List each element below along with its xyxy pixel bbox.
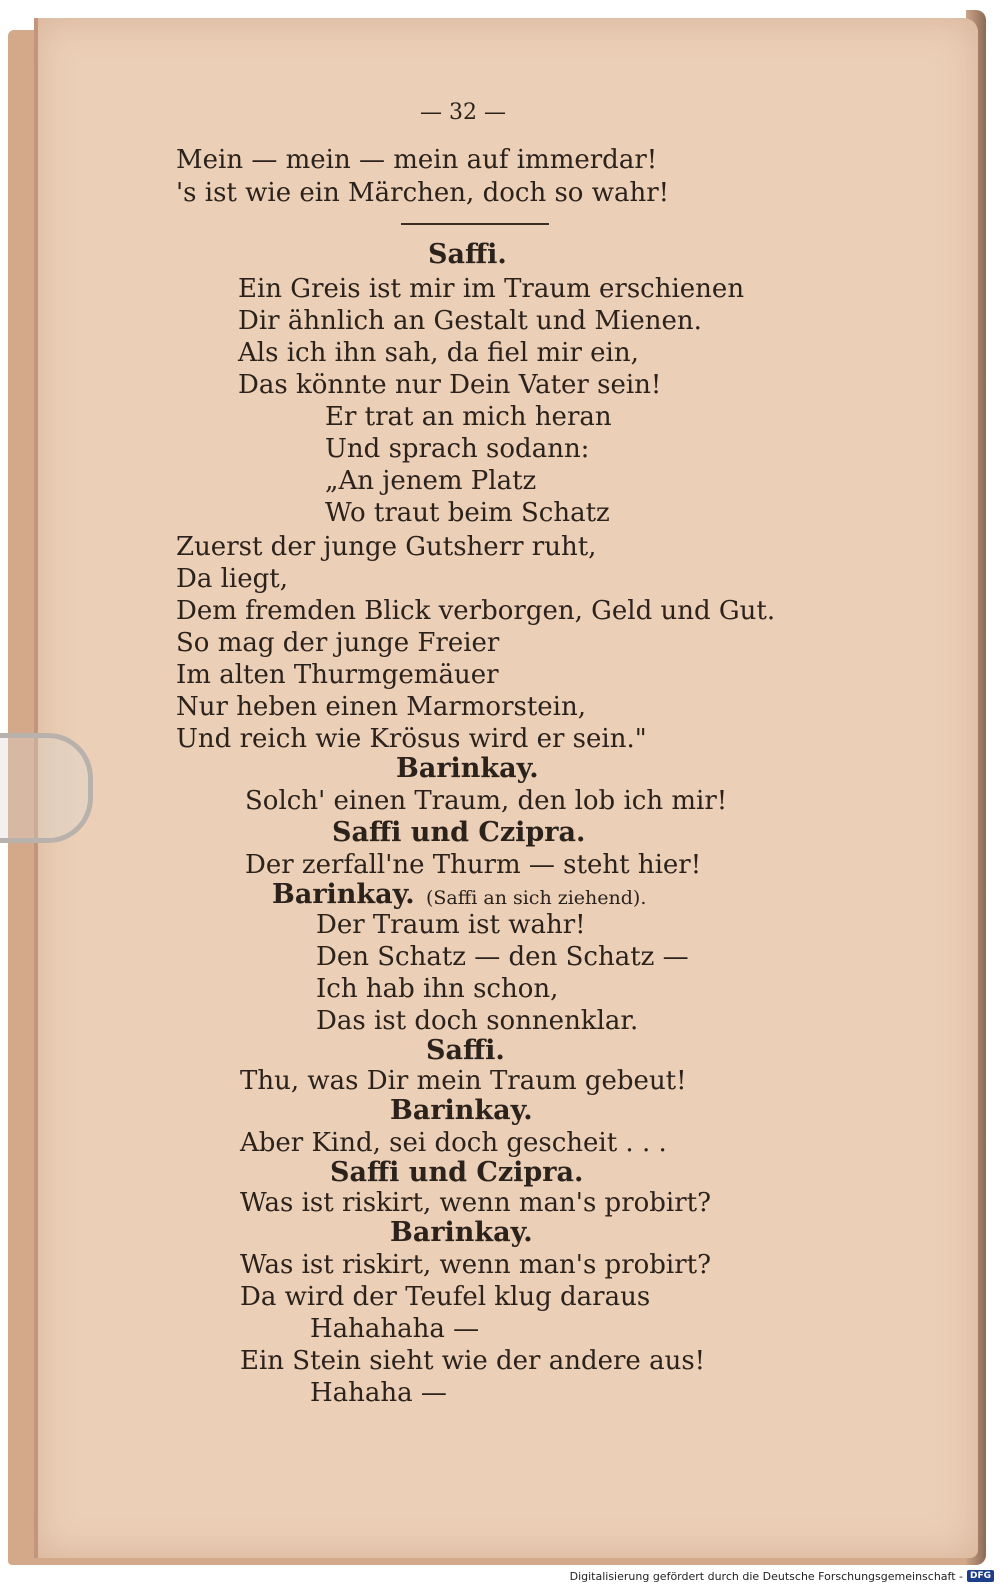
verse-line: Das könnte nur Dein Vater sein! bbox=[238, 370, 662, 400]
speaker-saffi-und-czipra: Saffi und Czipra. bbox=[332, 817, 586, 848]
page-number: — 32 — bbox=[420, 100, 506, 125]
verse-line: „An jenem Platz bbox=[325, 466, 537, 496]
verse-line: Der Traum ist wahr! bbox=[316, 910, 586, 940]
verse-line: Mein — mein — mein auf immerdar! bbox=[176, 145, 658, 175]
verse-line: Da liegt, bbox=[176, 564, 288, 594]
verse-line: Thu, was Dir mein Traum gebeut! bbox=[240, 1066, 687, 1096]
verse-line: Und reich wie Krösus wird er sein." bbox=[176, 724, 647, 754]
speaker-barinkay: Barinkay. bbox=[272, 879, 415, 910]
verse-line: Den Schatz — den Schatz — bbox=[316, 942, 689, 972]
page-clip bbox=[0, 733, 93, 843]
verse-line: 's ist wie ein Märchen, doch so wahr! bbox=[176, 178, 670, 208]
verse-line: Was ist riskirt, wenn man's probirt? bbox=[240, 1250, 712, 1280]
verse-line: Im alten Thurmgemäuer bbox=[176, 660, 499, 690]
digitization-footer bbox=[570, 1565, 994, 1587]
verse-line: Ein Stein sieht wie der andere aus! bbox=[240, 1346, 706, 1376]
verse-line: Hahaha — bbox=[310, 1378, 447, 1408]
verse-line: Aber Kind, sei doch gescheit . . . bbox=[240, 1128, 667, 1158]
verse-line: Ich hab ihn schon, bbox=[316, 974, 559, 1004]
dfg-logo: DFG bbox=[967, 1570, 994, 1582]
speaker-saffi: Saffi. bbox=[426, 1035, 505, 1066]
verse-line: Und sprach sodann: bbox=[325, 434, 590, 464]
verse-line: Hahahaha — bbox=[310, 1314, 480, 1344]
speaker-saffi-und-czipra: Saffi und Czipra. bbox=[330, 1157, 584, 1188]
verse-line: Da wird der Teufel klug daraus bbox=[240, 1282, 651, 1312]
verse-line: Dem fremden Blick verborgen, Geld und Gut. bbox=[176, 596, 776, 626]
speaker-barinkay: Barinkay. bbox=[396, 753, 539, 784]
speaker-barinkay: Barinkay. bbox=[390, 1095, 533, 1126]
verse-line: Er trat an mich heran bbox=[325, 402, 612, 432]
speaker-saffi: Saffi. bbox=[428, 239, 507, 270]
stage-direction: (Saffi an sich ziehend). bbox=[426, 887, 647, 909]
verse-line: Der zerfall'ne Thurm — steht hier! bbox=[245, 850, 702, 880]
verse-line: Zuerst der junge Gutsherr ruht, bbox=[176, 532, 597, 562]
speaker-barinkay: Barinkay. bbox=[390, 1217, 533, 1248]
verse-line: Was ist riskirt, wenn man's probirt? bbox=[240, 1188, 712, 1218]
verse-line: Solch' einen Traum, den lob ich mir! bbox=[245, 786, 728, 816]
footer-text: Digitalisierung gefördert durch die Deutsche Forschungsgemeinschaft - bbox=[569, 1569, 963, 1583]
verse-line: So mag der junge Freier bbox=[176, 628, 500, 658]
verse-line: Das ist doch sonnenklar. bbox=[316, 1006, 639, 1036]
verse-line: Als ich ihn sah, da fiel mir ein, bbox=[238, 338, 639, 368]
section-rule bbox=[401, 223, 549, 225]
verse-line: Wo traut beim Schatz bbox=[325, 498, 610, 528]
verse-line: Nur heben einen Marmorstein, bbox=[176, 692, 586, 722]
verse-line: Dir ähnlich an Gestalt und Mienen. bbox=[238, 306, 702, 336]
verse-line: Ein Greis ist mir im Traum erschienen bbox=[238, 274, 745, 304]
